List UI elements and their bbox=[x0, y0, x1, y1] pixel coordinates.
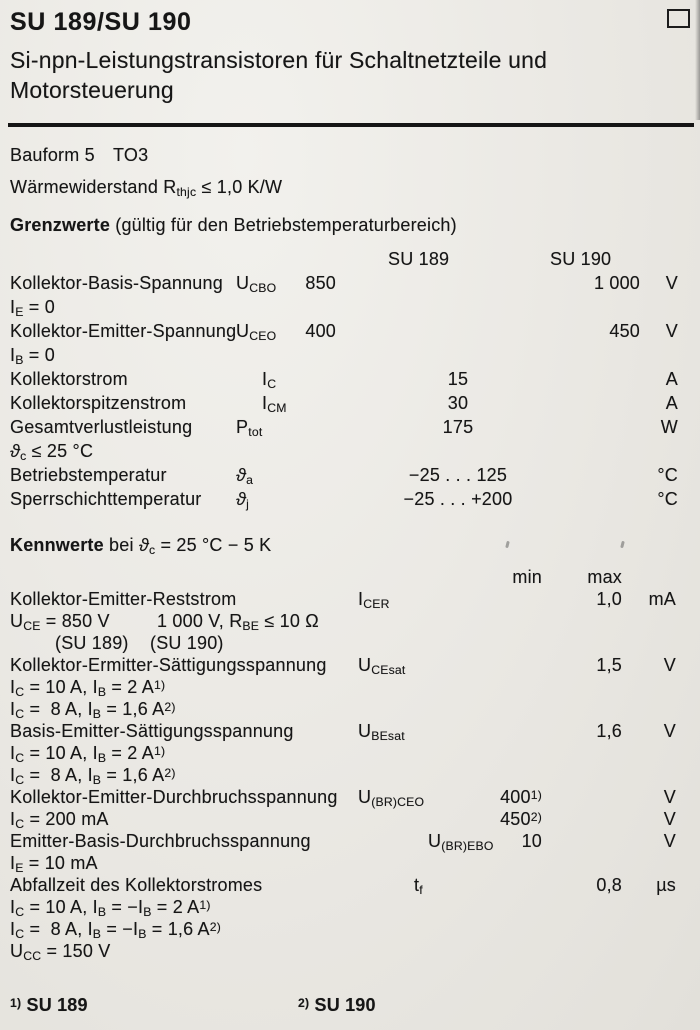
value-su190: 450 bbox=[609, 321, 640, 341]
table-row-icer bbox=[0, 589, 700, 611]
param-symbol: $U_{CBO}$ bbox=[236, 273, 277, 296]
param-name: Kollektorstrom bbox=[10, 369, 128, 389]
divider-rule bbox=[8, 123, 694, 127]
condition-row bbox=[0, 345, 700, 369]
unit: V bbox=[663, 831, 676, 851]
param-name: Kollektor-Emitter-Durchbruchsspannung bbox=[10, 787, 338, 807]
condition-variant-su189: (SU 189) bbox=[55, 633, 129, 653]
unit: W bbox=[660, 417, 678, 437]
footnote-2: $^{2)}$ SU 190 bbox=[298, 995, 376, 1015]
condition-text: $I_C = 200$ mA bbox=[10, 809, 109, 832]
bauform-label: Bauform 5 bbox=[10, 145, 95, 165]
table-row-ta bbox=[0, 465, 700, 489]
condition-row bbox=[0, 677, 700, 699]
param-name: Sperrschichttemperatur bbox=[10, 489, 202, 509]
param-name: Basis-Emitter-Sättigungsspannung bbox=[10, 721, 294, 741]
table-row-tj bbox=[0, 489, 700, 513]
param-name: Emitter-Basis-Durchbruchsspannung bbox=[10, 831, 311, 851]
condition-row bbox=[0, 919, 700, 941]
footnotes-row bbox=[0, 995, 700, 1019]
param-symbol: $ϑ_a$ bbox=[236, 465, 254, 488]
col-header-su189: SU 189 bbox=[388, 249, 450, 269]
value-shared: −25 . . . 125 bbox=[408, 465, 508, 485]
kennwerte-section bbox=[0, 535, 700, 963]
thermal-resistance-line: Wärmewiderstand $R_{thjc} \le 1,0$ K/W bbox=[10, 177, 283, 200]
param-name: Kollektor-Ermitter-Sättigungsspannung bbox=[10, 655, 327, 675]
param-symbol: $I_C$ bbox=[262, 369, 277, 392]
unit: mA bbox=[648, 589, 676, 609]
param-name: Kollektor-Basis-Spannung bbox=[10, 273, 223, 293]
table-row-ubrebo bbox=[0, 831, 700, 853]
condition-text: 1 000 V, $R_{BE} \le 10$ Ω bbox=[157, 611, 319, 634]
bauform-value: TO3 bbox=[113, 145, 149, 165]
unit: V bbox=[663, 787, 676, 807]
table-row-ubesat bbox=[0, 721, 700, 743]
kennwerte-heading bbox=[0, 535, 700, 561]
condition-row bbox=[0, 441, 700, 465]
value-shared: 175 bbox=[442, 417, 474, 437]
col-header-max: max bbox=[587, 567, 622, 587]
min-value: 450$^{2)}$ bbox=[500, 809, 542, 829]
value-shared: 30 bbox=[447, 393, 469, 413]
unit: °C bbox=[657, 489, 678, 509]
condition-row bbox=[0, 941, 700, 963]
param-symbol: $I_{CM}$ bbox=[262, 393, 287, 416]
param-name: Gesamtverlustleistung bbox=[10, 417, 193, 437]
condition-row bbox=[0, 633, 700, 655]
condition-row bbox=[0, 743, 700, 765]
condition-text: $ϑ_c \le 25$ °C bbox=[10, 441, 94, 464]
param-name: Kollektorspitzenstrom bbox=[10, 393, 187, 413]
param-symbol: $t_f$ bbox=[414, 875, 423, 898]
condition-row bbox=[0, 611, 700, 633]
table-row-ucesat bbox=[0, 655, 700, 677]
unit: °C bbox=[657, 465, 678, 485]
kennwerte-heading-rest: bei $ϑ_c = 25$ °C − 5 K bbox=[103, 535, 272, 558]
footnote-1: $^{1)}$ SU 189 bbox=[10, 995, 88, 1015]
unit: V bbox=[665, 321, 678, 341]
condition-text: $U_{CC} = 150$ V bbox=[10, 941, 111, 964]
max-value: 0,8 bbox=[596, 875, 622, 895]
value-shared: 15 bbox=[447, 369, 469, 389]
table-row-uceo bbox=[0, 321, 700, 345]
param-symbol: $U_{(BR)EBO}$ bbox=[428, 831, 494, 854]
page-title: SU 189/SU 190 bbox=[10, 8, 192, 36]
unit: µs bbox=[656, 875, 676, 895]
condition-text: $I_C = 10$ A, $I_B = -I_B = 2$ $A^{1)}$ bbox=[10, 897, 211, 920]
table-row-ptot bbox=[0, 417, 700, 441]
condition-row bbox=[0, 699, 700, 721]
condition-text: $I_C = 10$ A, $I_B = 2$ $A^{1)}$ bbox=[10, 677, 166, 700]
corner-checkbox-icon bbox=[667, 9, 690, 28]
param-name: Kollektor-Emitter-Spannung bbox=[10, 321, 237, 341]
header bbox=[0, 8, 700, 105]
min-value: 10 bbox=[521, 831, 542, 851]
grenzwerte-section bbox=[0, 215, 700, 513]
unit: A bbox=[665, 393, 678, 413]
value-su189: 400 bbox=[305, 321, 336, 341]
unit: V bbox=[663, 809, 676, 829]
unit: A bbox=[665, 369, 678, 389]
condition-text: $I_B = 0$ bbox=[10, 345, 55, 368]
condition-row bbox=[0, 897, 700, 919]
kennwerte-heading-bold: Kennwerte bbox=[10, 535, 104, 555]
col-header-min: min bbox=[512, 567, 542, 587]
grenzwerte-heading-bold: Grenzwerte bbox=[10, 215, 111, 235]
grenzwerte-heading bbox=[0, 215, 700, 241]
condition-text: $I_E = 10$ mA bbox=[10, 853, 98, 876]
param-symbol: $U_{(BR)CEO}$ bbox=[358, 787, 425, 810]
unit: V bbox=[663, 721, 676, 741]
condition-text: $I_C = 8$ A, $I_B = 1,6$ $A^{2)}$ bbox=[10, 699, 176, 722]
condition-text: $I_E = 0$ bbox=[10, 297, 55, 320]
unit: V bbox=[663, 655, 676, 675]
max-value: 1,6 bbox=[596, 721, 622, 741]
scan-edge-shadow bbox=[695, 0, 700, 120]
unit: V bbox=[665, 273, 678, 293]
subtitle: Si-npn-Leistungstransistoren für Schaltnetzteile und Motorsteuerung bbox=[10, 47, 548, 103]
min-value: 400$^{1)}$ bbox=[500, 787, 542, 807]
param-symbol: $ϑ_j$ bbox=[236, 489, 250, 512]
value-su189: 850 bbox=[305, 273, 336, 293]
table-row-ucbo bbox=[0, 273, 700, 297]
param-name: Abfallzeit des Kollektorstromes bbox=[10, 875, 263, 895]
param-symbol: $U_{CEO}$ bbox=[236, 321, 277, 344]
condition-text: $I_C = 10$ A, $I_B = 2$ $A^{1)}$ bbox=[10, 743, 166, 766]
param-name: Betriebstemperatur bbox=[10, 465, 167, 485]
col-header-su190: SU 190 bbox=[550, 249, 612, 269]
condition-row bbox=[0, 765, 700, 787]
condition-text: $U_{CE} = 850$ V bbox=[10, 611, 110, 634]
condition-row bbox=[0, 853, 700, 875]
condition-row bbox=[0, 297, 700, 321]
table-row-icm bbox=[0, 393, 700, 417]
max-value: 1,5 bbox=[596, 655, 622, 675]
param-symbol: $U_{CEsat}$ bbox=[358, 655, 406, 678]
grenzwerte-heading-rest: (gültig für den Betriebstemperaturbereich) bbox=[110, 215, 457, 235]
table-row-tf bbox=[0, 875, 700, 897]
max-value: 1,0 bbox=[596, 589, 622, 609]
kennwerte-column-headers bbox=[0, 567, 700, 589]
param-symbol: $I_{CER}$ bbox=[358, 589, 390, 612]
param-symbol: $P_{tot}$ bbox=[236, 417, 263, 440]
value-shared: −25 . . . +200 bbox=[403, 489, 513, 509]
value-su190: 1 000 bbox=[593, 273, 640, 293]
condition-text: $I_C = 8$ A, $I_B = -I_B = 1,6$ $A^{2)}$ bbox=[10, 919, 222, 942]
table-row-ic bbox=[0, 369, 700, 393]
condition-row bbox=[0, 809, 700, 831]
grenzwerte-column-headers bbox=[0, 249, 700, 273]
param-name: Kollektor-Emitter-Reststrom bbox=[10, 589, 237, 609]
condition-variant-su190: (SU 190) bbox=[150, 633, 224, 653]
table-row-ubrceo bbox=[0, 787, 700, 809]
bauform-line bbox=[0, 145, 700, 169]
param-symbol: $U_{BEsat}$ bbox=[358, 721, 405, 744]
condition-text: $I_C = 8$ A, $I_B = 1,6$ $A^{2)}$ bbox=[10, 765, 176, 788]
